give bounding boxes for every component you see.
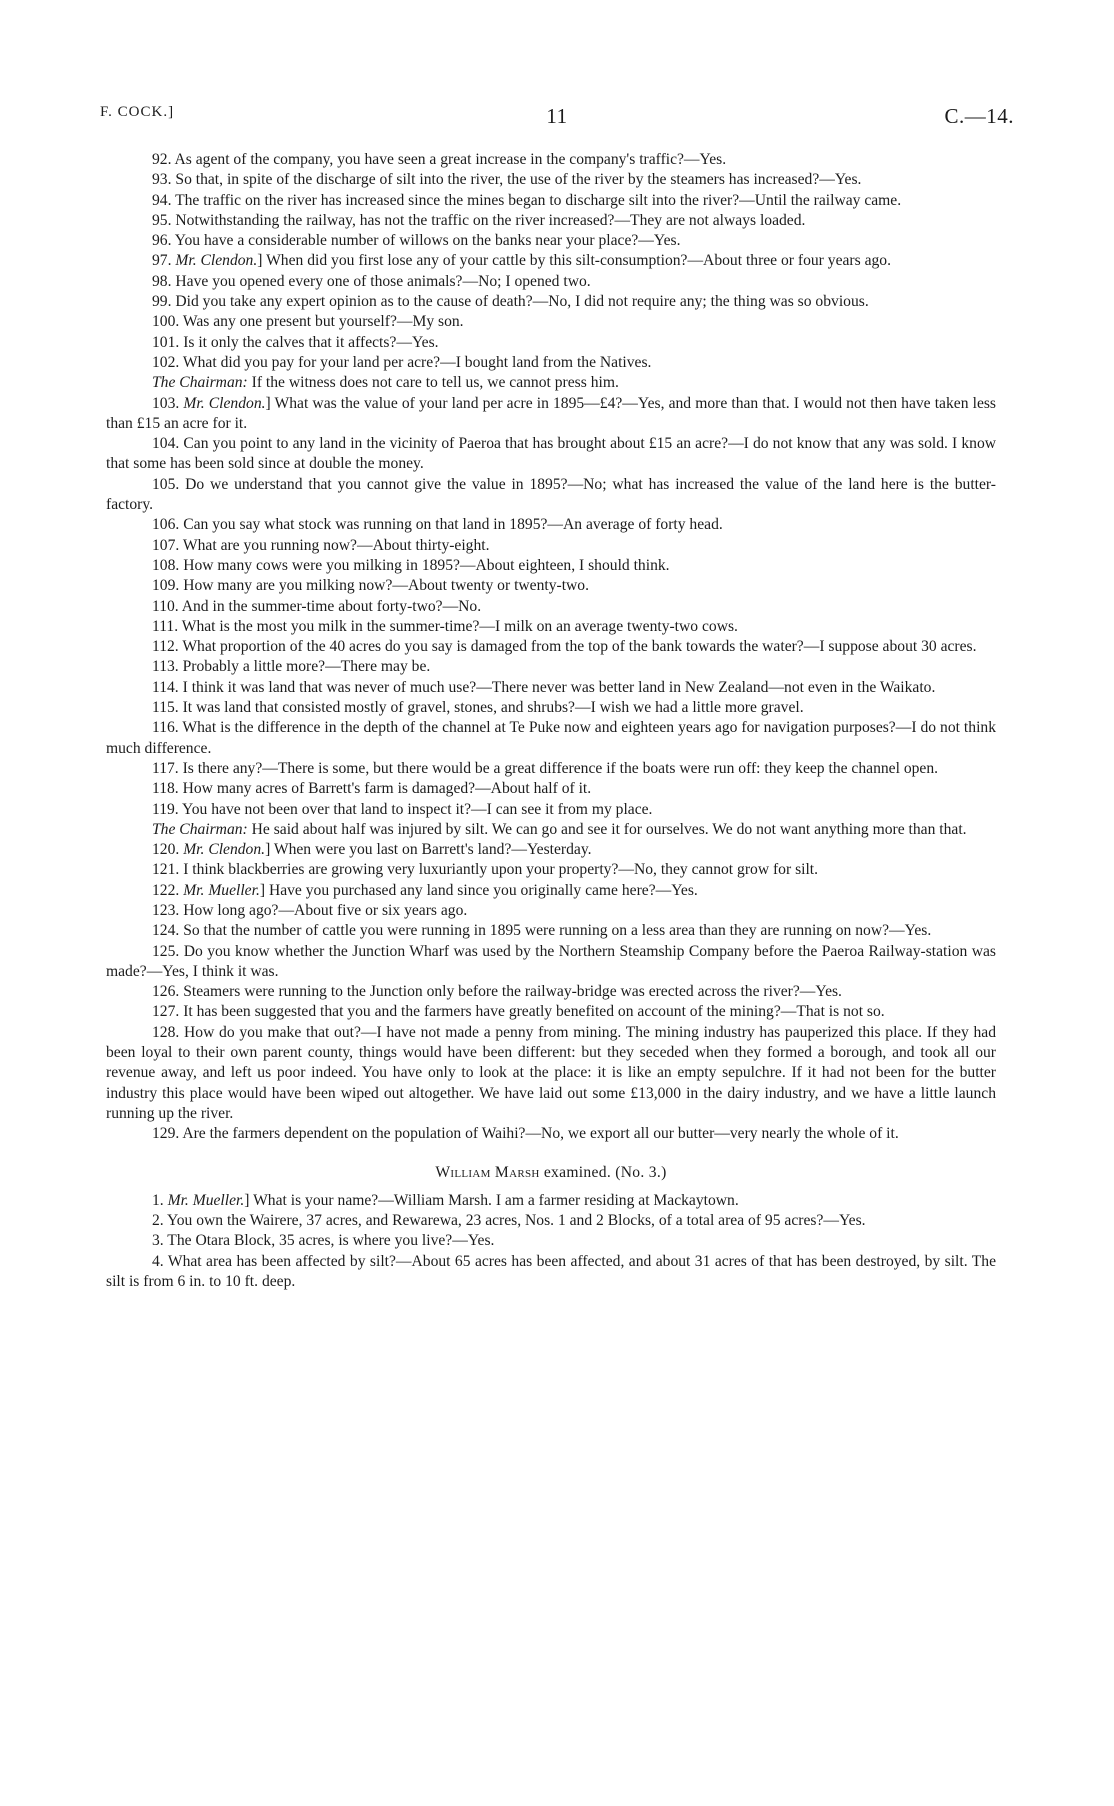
paragraph-text: 100. Was any one present but yourself?—My son.	[152, 313, 464, 331]
page-number: 11	[546, 104, 568, 128]
paragraph	[106, 657, 996, 677]
paragraph	[106, 779, 996, 799]
paragraph-text: 116. What is the difference in the depth of the channel at Te Puke now and eighteen years ago for navigation purposes?—I do not think much difference.	[106, 719, 996, 757]
paragraph	[106, 312, 996, 332]
paragraph-text: 2. You own the Wairere, 37 acres, and Rewarewa, 23 acres, Nos. 1 and 2 Blocks, of a total area of 95 acres?—Yes.	[152, 1212, 866, 1230]
paragraph	[106, 434, 996, 475]
paragraph-text: ] When were you last on Barrett's land?—Yesterday.	[265, 841, 592, 859]
paragraph	[106, 1023, 996, 1124]
paragraph	[106, 921, 996, 941]
paragraph-text: 129. Are the farmers dependent on the population of Waihi?—No, we export all our butter—very nearly the whole of it.	[152, 1125, 899, 1143]
paragraph	[106, 576, 996, 596]
paragraph	[106, 820, 996, 840]
paragraph-text: ] What was the value of your land per acre in 1895—£4?—Yes, and more than that. I would not then have taken less than £15 an acre for it.	[106, 394, 996, 432]
testimony-block-2	[106, 1191, 996, 1292]
paragraph-text: 105. Do we understand that you cannot give the value in 1895?—No; what has increased the value of the land here is the butter-factory.	[106, 475, 996, 514]
paragraph	[106, 698, 996, 718]
paragraph-number: 103.	[152, 394, 184, 412]
paragraph	[106, 272, 996, 292]
paragraph	[106, 678, 996, 698]
paragraph-text: 127. It has been suggested that you and the farmers have greatly benefited on account of the mining?—That is not so.	[152, 1003, 885, 1021]
paragraph-number: 120.	[152, 841, 184, 859]
speaker-name: Mr. Clendon.	[183, 841, 266, 859]
paragraph-text: 110. And in the summer-time about forty-two?—No.	[152, 597, 482, 615]
paragraph	[106, 1124, 996, 1144]
speaker-name: Mr. Mueller.	[183, 881, 260, 899]
paragraph-number: 1.	[152, 1191, 168, 1209]
paragraph-text: 128. How do you make that out?—I have not made a penny from mining. The mining industry has pauperized this place. If they had been loyal to their own parent county, things would have been different: but they seceded when they formed a borough, and took all our revenue away, and left us poor indeed. You have only to look at the place: it is like an empty sepulchre. If it had not been for the butter industry this place would have been wiped out altogether. We have laid out some £13,000 in the dairy industry, and we have a little launch running up the river.	[106, 1023, 996, 1122]
paragraph-text: 104. Can you point to any land in the vicinity of Paeroa that has brought about £15 an acre?—I do not know that any was sold. I know that some has been sold since at double the money.	[106, 435, 996, 473]
paragraph	[106, 800, 996, 820]
paragraph-text: 111. What is the most you milk in the summer-time?—I milk on an average twenty-two cows.	[152, 617, 738, 635]
paragraph-text: 109. How many are you milking now?—About twenty or twenty-two.	[152, 577, 589, 595]
paragraph-text: 112. What proportion of the 40 acres do you say is damaged from the top of the bank towards the water?—I suppose about 30 acres.	[152, 638, 977, 656]
paragraph	[106, 211, 996, 231]
page-header	[100, 104, 1014, 134]
paragraph-text: 106. Can you say what stock was running on that land in 1895?—An average of forty head.	[152, 516, 723, 534]
paragraph	[106, 150, 996, 170]
document-reference: C.—14.	[944, 104, 1014, 128]
paragraph-text: ] Have you purchased any land since you originally came here?—Yes.	[259, 881, 698, 899]
paragraph	[106, 617, 996, 637]
paragraph	[106, 515, 996, 535]
paragraph-text: 92. As agent of the company, you have seen a great increase in the company's traffic?—Yes.	[152, 151, 727, 168]
paragraph	[106, 394, 996, 435]
paragraph	[106, 1252, 996, 1293]
paragraph-text: 95. Notwithstanding the railway, has not the traffic on the river increased?—They are not always loaded.	[152, 211, 806, 229]
paragraph	[106, 1002, 996, 1022]
paragraph	[106, 881, 996, 901]
paragraph	[106, 718, 996, 759]
testimony-block-1	[106, 150, 996, 1145]
paragraph-text: 126. Steamers were running to the Junction only before the railway-bridge was erected across the river?—Yes.	[152, 983, 842, 1001]
paragraph	[106, 536, 996, 556]
witness-name: William Marsh	[435, 1163, 540, 1181]
paragraph	[106, 942, 996, 983]
paragraph-text: 117. Is there any?—There is some, but there would be a great difference if the boats were run off: they keep the channel open.	[152, 759, 939, 777]
speaker-name: Mr. Clendon.	[175, 252, 258, 270]
paragraph-text: ] What is your name?—William Marsh. I am a farmer residing at Mackaytown.	[244, 1191, 739, 1209]
paragraph	[106, 191, 996, 211]
paragraph-text: 96. You have a considerable number of willows on the banks near your place?—Yes.	[152, 232, 681, 250]
paragraph-text: 93. So that, in spite of the discharge of silt into the river, the use of the river by the steamers has increased?—Yes.	[152, 171, 862, 189]
paragraph-text: 102. What did you pay for your land per acre?—I bought land from the Natives.	[152, 353, 652, 371]
paragraph	[106, 333, 996, 353]
paragraph	[106, 1211, 996, 1231]
speaker-name: The Chairman:	[152, 820, 248, 838]
paragraph-text: 107. What are you running now?—About thirty-eight.	[152, 536, 490, 554]
paragraph	[106, 231, 996, 251]
paragraph-text: 121. I think blackberries are growing very luxuriantly upon your property?—No, they cannot grow for silt.	[152, 861, 819, 879]
paragraph-number: 122.	[152, 881, 184, 899]
paragraph-text: 108. How many cows were you milking in 1895?—About eighteen, I should think.	[152, 556, 670, 574]
speaker-name: Mr. Clendon.	[183, 394, 266, 412]
document-body	[106, 150, 996, 1292]
paragraph-text: 124. So that the number of cattle you were running in 1895 were running on a less area than they are running on now?—Yes.	[152, 922, 932, 940]
paragraph	[106, 901, 996, 921]
paragraph	[106, 353, 996, 373]
paragraph-text: 94. The traffic on the river has increased since the mines began to discharge silt into the river?—Until the railway came.	[152, 191, 902, 209]
paragraph-text: 118. How many acres of Barrett's farm is damaged?—About half of it.	[152, 780, 592, 798]
paragraph	[106, 292, 996, 312]
paragraph	[106, 759, 996, 779]
paragraph	[106, 1191, 996, 1211]
paragraph-text: 123. How long ago?—About five or six years ago.	[152, 901, 468, 919]
paragraph-text: If the witness does not care to tell us, we cannot press him.	[247, 374, 619, 392]
paragraph	[106, 170, 996, 190]
paragraph-text: ] When did you first lose any of your cattle by this silt-consumption?—About three or four years ago.	[257, 252, 891, 270]
paragraph	[106, 860, 996, 880]
paragraph	[106, 251, 996, 271]
paragraph	[106, 982, 996, 1002]
paragraph-text: 113. Probably a little more?—There may be.	[152, 658, 431, 676]
paragraph-text: 125. Do you know whether the Junction Wharf was used by the Northern Steamship Company before the Paeroa Railway-station was made?—Yes, I think it was.	[106, 942, 996, 980]
speaker-name: The Chairman:	[152, 374, 248, 392]
paragraph	[106, 373, 996, 393]
paragraph-text: He said about half was injured by silt. We can go and see it for ourselves. We do not want anything more than that.	[247, 820, 967, 838]
heading-rest: examined. (No. 3.)	[539, 1163, 667, 1181]
paragraph-text: 114. I think it was land that was never of much use?—There never was better land in New Zealand—not even in the Waikato.	[152, 678, 936, 696]
header-left: F. COCK.]	[100, 104, 175, 120]
paragraph-text: 3. The Otara Block, 35 acres, is where you live?—Yes.	[152, 1232, 495, 1250]
paragraph-text: 115. It was land that consisted mostly of gravel, stones, and shrubs?—I wish we had a little more gravel.	[152, 699, 804, 717]
paragraph-number: 97.	[152, 252, 176, 270]
section-heading	[106, 1163, 996, 1183]
paragraph	[106, 840, 996, 860]
paragraph-text: 98. Have you opened every one of those animals?—No; I opened two.	[152, 272, 591, 290]
paragraph	[106, 1231, 996, 1251]
paragraph-text: 4. What area has been affected by silt?—About 65 acres has been affected, and about 31 acres of that has been destroyed, by silt. The silt is from 6 in. to 10 ft. deep.	[106, 1252, 996, 1291]
paragraph	[106, 597, 996, 617]
paragraph	[106, 556, 996, 576]
paragraph	[106, 637, 996, 657]
paragraph-text: 99. Did you take any expert opinion as to the cause of death?—No, I did not require any; the thing was so obvious.	[152, 293, 869, 311]
paragraph	[106, 475, 996, 516]
paragraph-text: 101. Is it only the calves that it affects?—Yes.	[152, 333, 439, 351]
speaker-name: Mr. Mueller.	[167, 1191, 245, 1209]
paragraph-text: 119. You have not been over that land to inspect it?—I can see it from my place.	[152, 800, 653, 818]
